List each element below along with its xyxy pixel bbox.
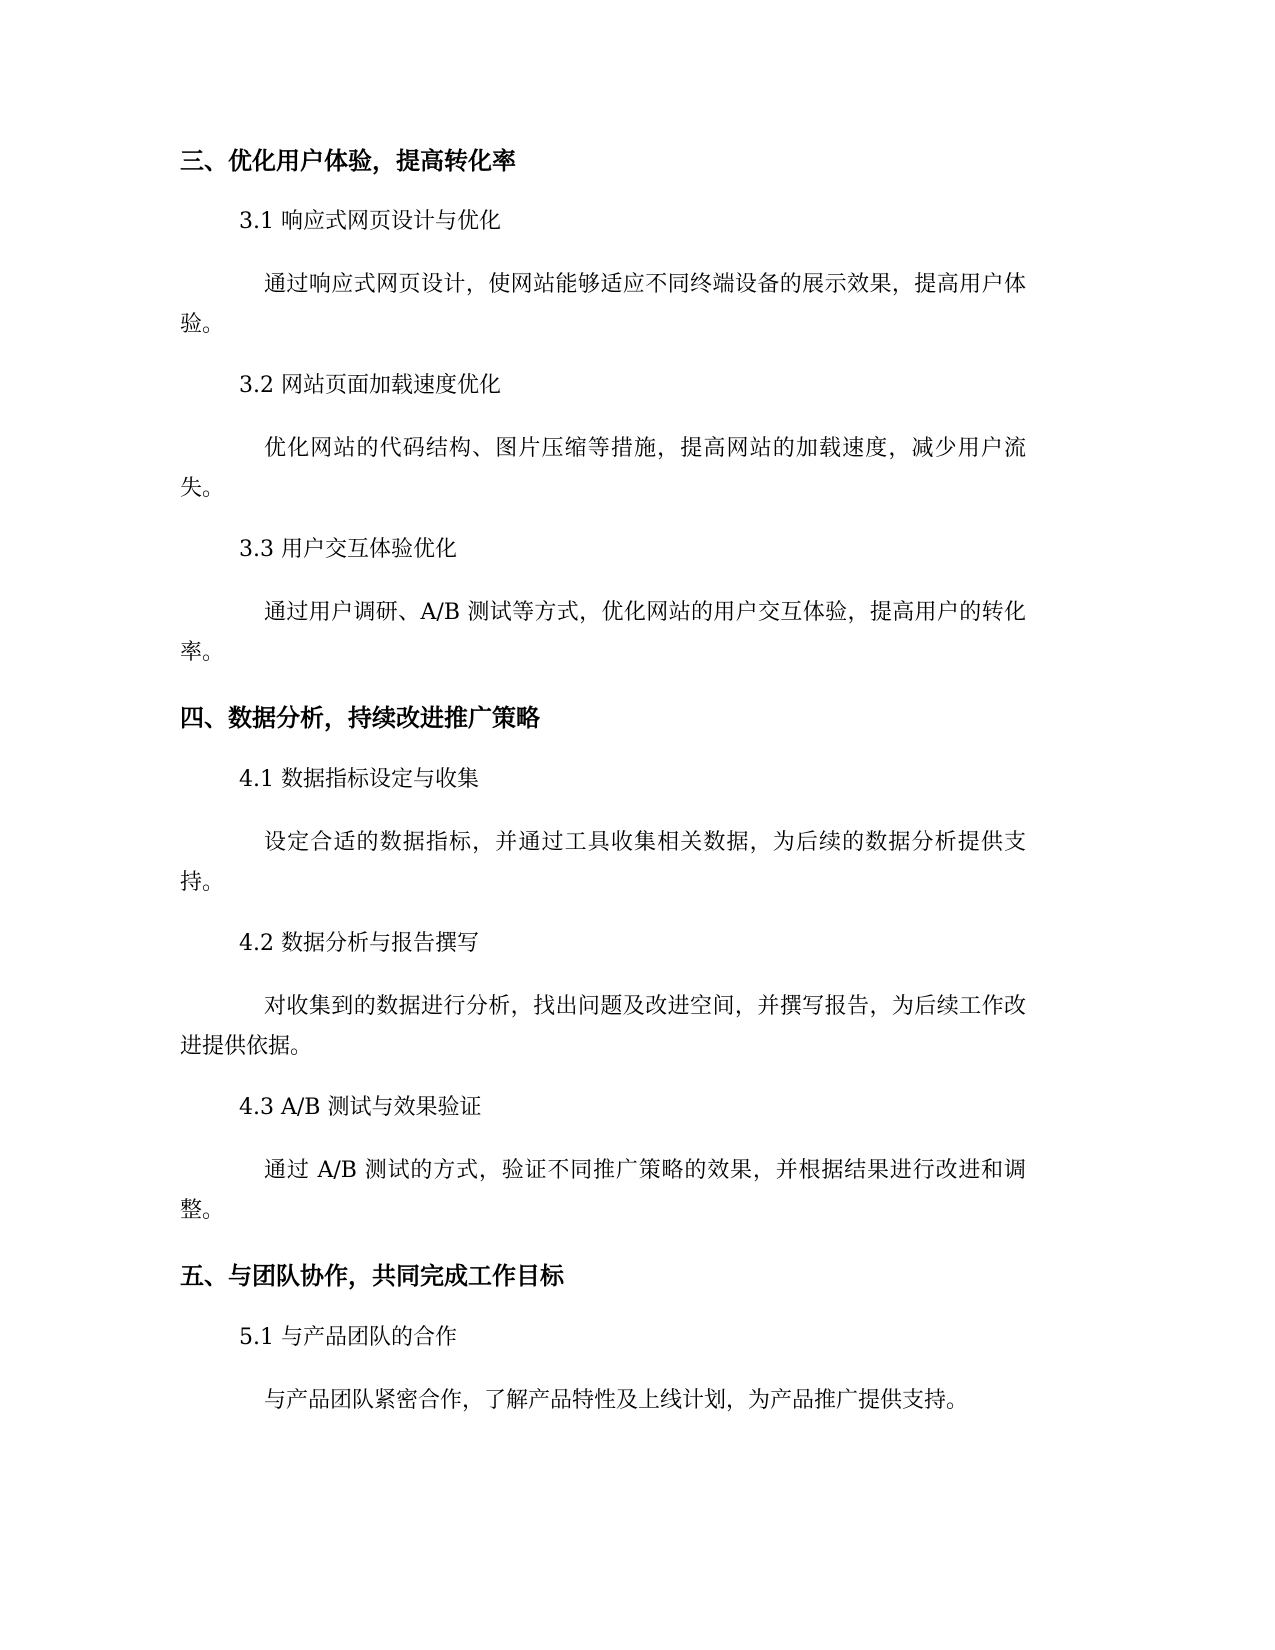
paragraph-4-3: 通过 A/B 测试的方式，验证不同推广策略的效果，并根据结果进行改进和调整。	[180, 1158, 1026, 1223]
subsection-title-4-2: 4.2 数据分析与报告撰写	[239, 931, 479, 956]
section-heading-4: 四、数据分析，持续改进推广策略	[180, 704, 540, 732]
section-heading-3: 三、优化用户体验，提高转化率	[180, 147, 516, 175]
section-heading-5: 五、与团队协作，共同完成工作目标	[180, 1262, 564, 1290]
paragraph-3-1: 通过响应式网页设计，使网站能够适应不同终端设备的展示效果，提高用户体验。	[180, 272, 1026, 337]
subsection-title-3-2: 3.2 网站页面加载速度优化	[239, 373, 501, 398]
subsection-title-4-1: 4.1 数据指标设定与收集	[239, 767, 479, 792]
paragraph-5-1: 与产品团队紧密合作，了解产品特性及上线计划，为产品推广提供支持。	[264, 1388, 969, 1413]
subsection-title-3-1: 3.1 响应式网页设计与优化	[239, 209, 501, 234]
subsection-title-4-3: 4.3 A/B 测试与效果验证	[239, 1095, 482, 1120]
paragraph-3-2: 优化网站的代码结构、图片压缩等措施，提高网站的加载速度，减少用户流失。	[180, 436, 1026, 501]
subsection-title-3-3: 3.3 用户交互体验优化	[239, 537, 457, 562]
paragraph-4-1: 设定合适的数据指标，并通过工具收集相关数据，为后续的数据分析提供支持。	[180, 830, 1026, 895]
subsection-title-5-1: 5.1 与产品团队的合作	[239, 1325, 457, 1350]
paragraph-4-2: 对收集到的数据进行分析，找出问题及改进空间，并撰写报告，为后续工作改进提供依据。	[180, 994, 1026, 1059]
paragraph-3-3: 通过用户调研、A/B 测试等方式，优化网站的用户交互体验，提高用户的转化率。	[180, 600, 1026, 665]
